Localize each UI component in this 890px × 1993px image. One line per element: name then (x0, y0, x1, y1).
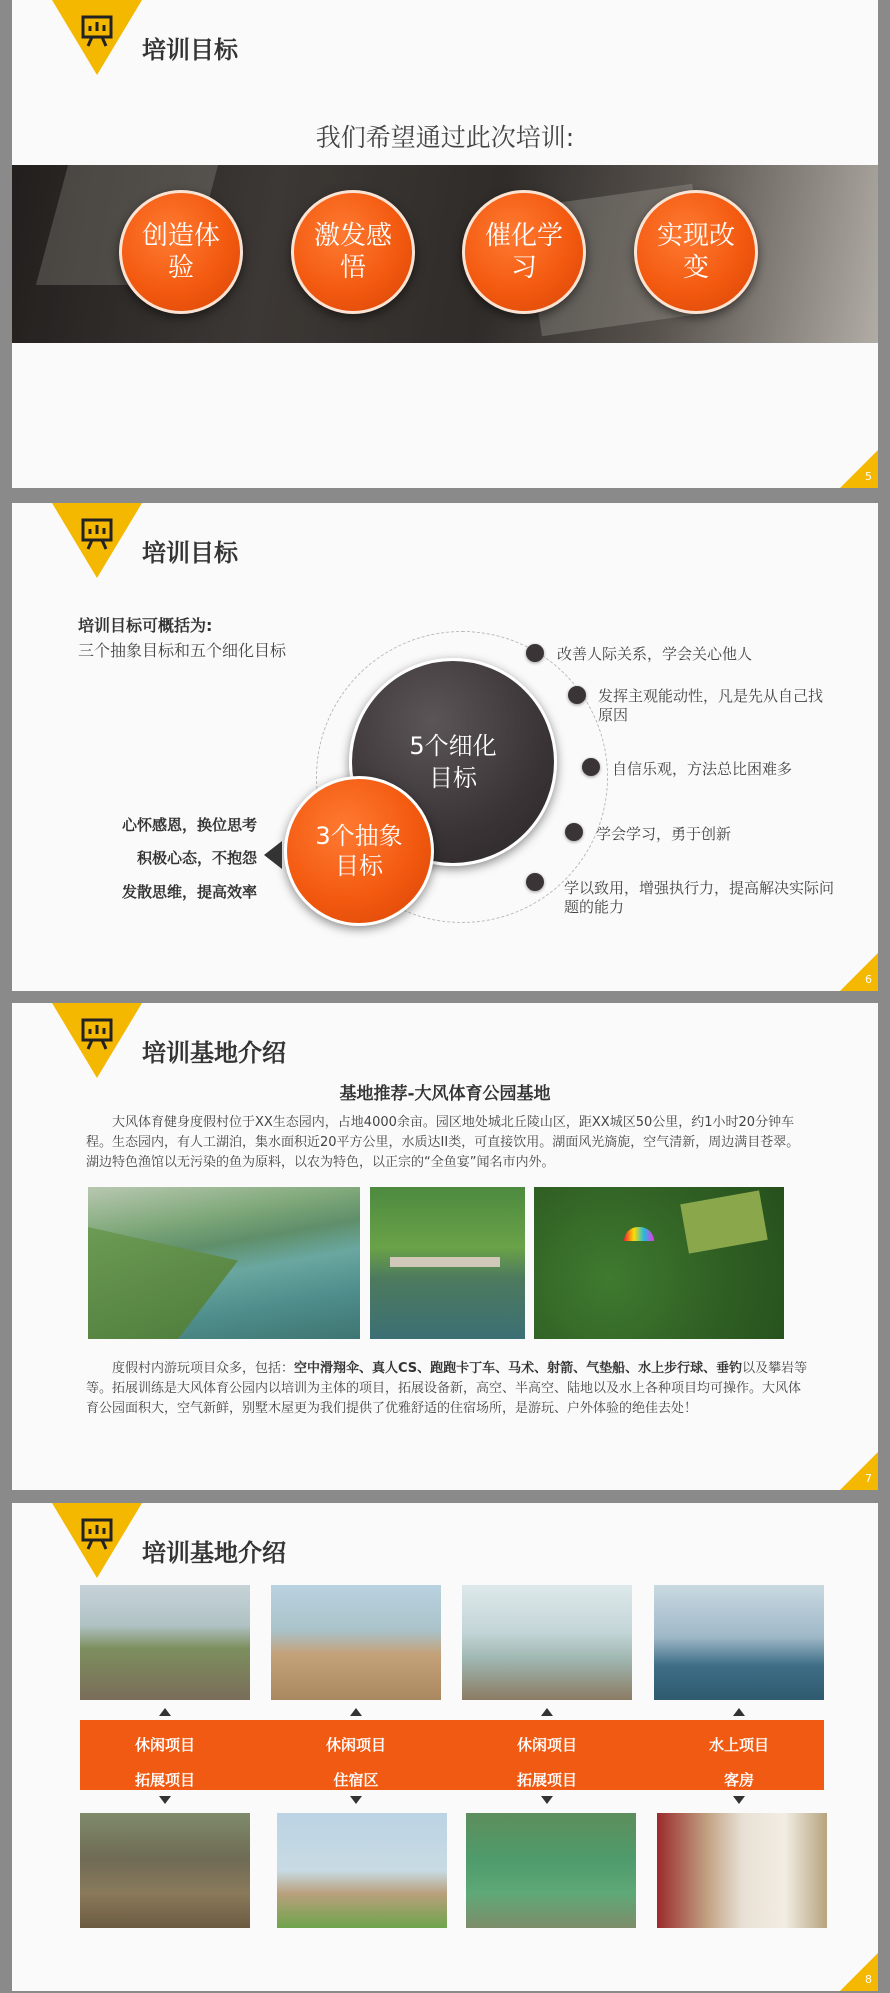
activities-paragraph: 度假村内游玩项目众多，包括：空中滑翔伞、真人CS、跑跑卡丁车、马术、射箭、气垫船、水上步行球、垂钓以及攀岩等等。拓展训练是大风体育公园内以培训为主体的项目，拓展设备新，高空、半高空、陆地以及水上各种项目均可操作。大风体育公园面积大，空气新鲜，别墅木屋更为我们提供了优雅舒适的住宿场所，是游玩、户外体验的绝佳去处！ (86, 1361, 808, 1416)
speedboat-photo (654, 1585, 824, 1700)
abstract-goal-2: 积极心态，不抱怨 (136, 849, 257, 867)
base-intro-paragraph: 大风体育健身度假村位于XX生态园内，占地4000余亩。园区地处城北丘陵山区，距XX城区50公里，约1小时20分钟车程。生态园内，有人工湖泊，集水面积近20平方公里，水质达II类，可直接饮用。湖面风光旖旎，空气清新，周边满目苍翠。湖边特色渔馆以无污染的鱼为原料，以农为特色，以正宗的“全鱼宴”闻名市内外。 (86, 1115, 800, 1170)
down-arrow-icon (350, 1796, 362, 1804)
bottom-label-3: 拓展项目 (516, 1771, 577, 1789)
detailed-goal-4: 学会学习，勇于创新 (596, 825, 732, 843)
presentation-board-icon (73, 1517, 121, 1553)
page-number: 6 (865, 973, 872, 986)
bullet-dot-icon (526, 644, 544, 662)
slide-6 (12, 503, 878, 991)
slide-title: 培训基地介绍 (142, 1039, 286, 1067)
bottom-label-2: 住宿区 (333, 1771, 379, 1789)
abstract-goal-3: 发散思维，提高效率 (121, 883, 257, 901)
up-arrow-icon (541, 1708, 553, 1716)
up-arrow-icon (733, 1708, 745, 1716)
lakeside-fishing-photo (462, 1585, 632, 1700)
paraglider-photo (534, 1187, 784, 1339)
abstract-goal-1: 心怀感恩，换位思考 (121, 816, 257, 834)
top-label-3: 休闲项目 (516, 1736, 577, 1754)
presentation-board-icon (73, 517, 121, 553)
slide-8 (12, 1503, 878, 1991)
detailed-goal-1: 改善人际关系，学会关心他人 (557, 645, 753, 663)
climbing-wall-photo (466, 1813, 636, 1928)
up-arrow-icon (350, 1708, 362, 1716)
kart-photo (80, 1585, 250, 1700)
down-arrow-icon (541, 1796, 553, 1804)
slide-subtitle: 我们希望通过此次培训: (315, 123, 575, 152)
bottom-label-4: 客房 (723, 1771, 754, 1789)
guest-room-photo (657, 1813, 827, 1928)
page-number: 7 (865, 1472, 872, 1485)
summary-text: 三个抽象目标和五个细化目标 (78, 641, 287, 660)
slide-7 (12, 1003, 878, 1490)
page-corner (840, 1452, 878, 1490)
bullet-dot-icon (565, 823, 583, 841)
summary-title: 培训目标可概括为: (78, 616, 213, 635)
goal-circle-1: 创造体验 (119, 190, 243, 314)
bullet-dot-icon (582, 758, 600, 776)
goal-circle-3: 催化学习 (462, 190, 586, 314)
base-heading: 基地推荐-大风体育公园基地 (339, 1084, 551, 1104)
page-number: 8 (865, 1973, 872, 1986)
page-corner (840, 1953, 878, 1991)
slide-title: 培训目标 (142, 36, 238, 64)
top-label-1: 休闲项目 (134, 1736, 195, 1754)
pond-aerial-photo (370, 1187, 525, 1339)
goal-circle-4: 实现改变 (634, 190, 758, 314)
detailed-goal-5: 学以致用，增强执行力，提高解决实际问题的能力 (564, 879, 835, 916)
lodging-building-photo (277, 1813, 447, 1928)
detailed-goals-circle: 5个细化目标 (349, 658, 557, 866)
presentation-board-icon (73, 14, 121, 50)
page-corner (840, 450, 878, 488)
down-arrow-icon (159, 1796, 171, 1804)
top-label-4: 水上项目 (708, 1736, 769, 1754)
page-number: 5 (865, 470, 872, 483)
top-label-2: 休闲项目 (325, 1736, 386, 1754)
lake-aerial-photo (88, 1187, 360, 1339)
presentation-board-icon (73, 1017, 121, 1053)
horse-riding-photo (271, 1585, 441, 1700)
bottom-label-1: 拓展项目 (134, 1771, 195, 1789)
slide-5 (12, 0, 878, 488)
slide-title: 培训目标 (142, 539, 238, 567)
left-arrow-icon (264, 841, 282, 869)
bullet-dot-icon (568, 686, 586, 704)
detailed-goal-2: 发挥主观能动性，凡是先从自己找原因 (598, 687, 824, 724)
slide-title: 培训基地介绍 (142, 1539, 286, 1567)
bullet-dot-icon (526, 873, 544, 891)
goal-circle-2: 激发感悟 (291, 190, 415, 314)
abstract-goals-circle: 3个抽象目标 (284, 776, 434, 926)
down-arrow-icon (733, 1796, 745, 1804)
detailed-goal-3: 自信乐观，方法总比困难多 (612, 760, 793, 778)
page-corner (840, 953, 878, 991)
up-arrow-icon (159, 1708, 171, 1716)
cs-field-photo (80, 1813, 250, 1928)
